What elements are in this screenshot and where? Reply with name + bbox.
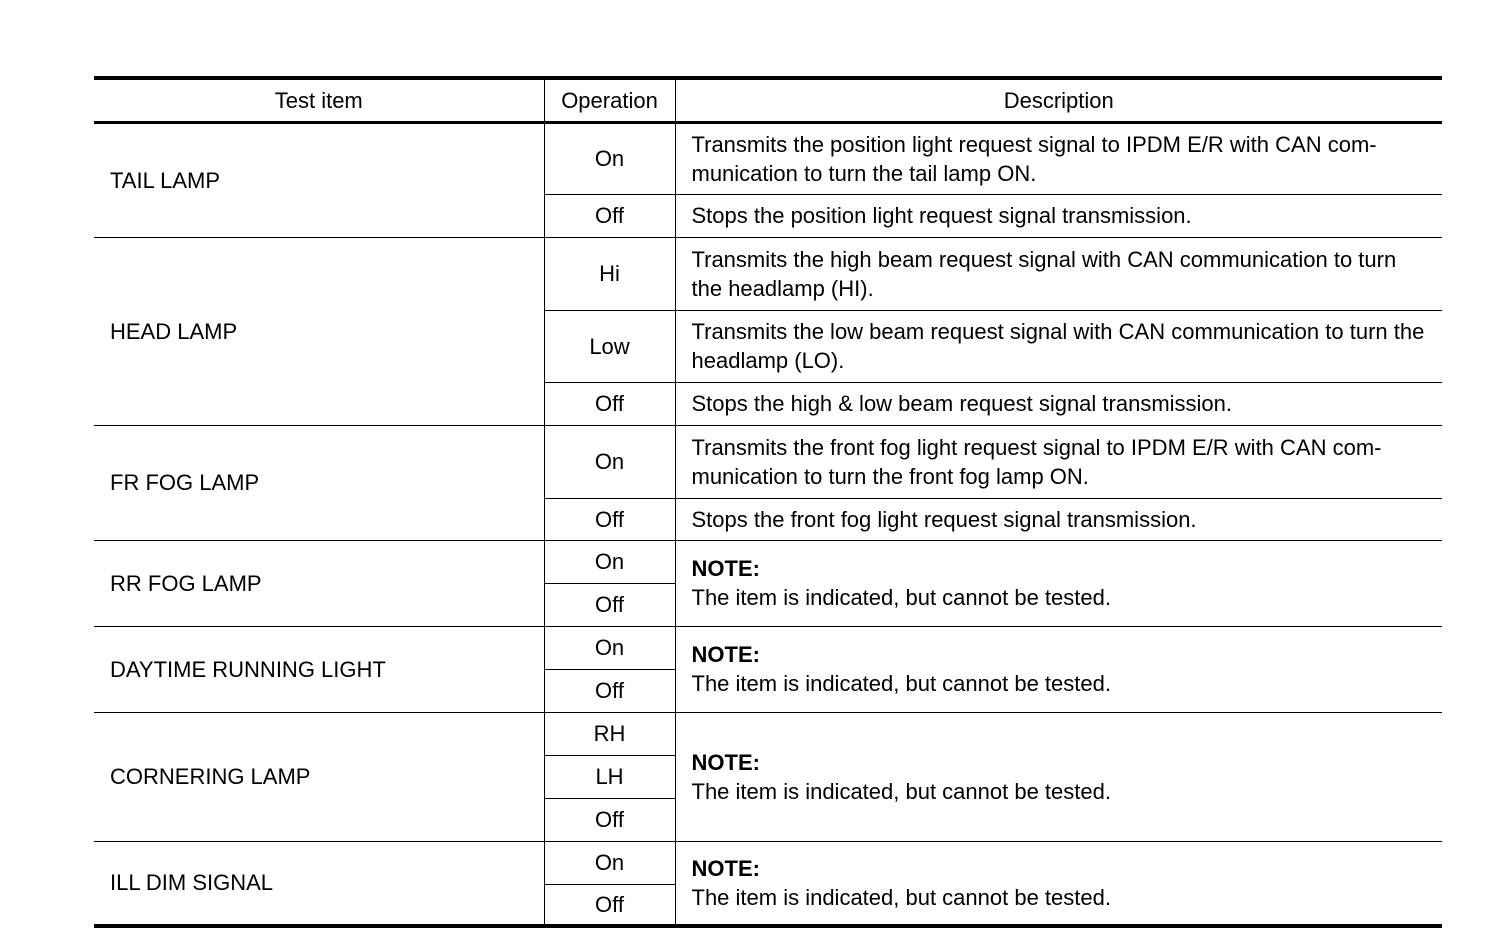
description-cell: Transmits the front fog light request signal to IPDM E/R with CAN com-munication to turn the front fog lamp ON.	[675, 425, 1442, 498]
note-text: The item is indicated, but cannot be tested.	[691, 585, 1111, 610]
test-item-ill-dim-signal: ILL DIM SIGNAL	[94, 841, 544, 926]
operation-cell: Off	[544, 798, 675, 841]
note-label: NOTE:	[691, 642, 760, 667]
table-row	[94, 841, 1442, 884]
note-text: The item is indicated, but cannot be tested.	[691, 778, 1111, 804]
operation-cell: Off	[544, 884, 675, 926]
note-label: NOTE:	[691, 749, 760, 775]
table-header-row	[94, 78, 1442, 122]
table-row	[94, 540, 1442, 583]
test-item-cornering-lamp: CORNERING LAMP	[94, 712, 544, 841]
description-cell: Stops the position light request signal transmission.	[675, 194, 1442, 237]
operation-cell: On	[544, 841, 675, 884]
operation-cell: Low	[544, 310, 675, 382]
table-row	[94, 626, 1442, 669]
table-row	[94, 425, 1442, 498]
test-item-rr-fog-lamp: RR FOG LAMP	[94, 540, 544, 626]
operation-cell: On	[544, 626, 675, 669]
operation-cell: Off	[544, 498, 675, 540]
test-item-table-container	[94, 76, 1442, 928]
description-cell: Stops the high & low beam request signal transmission.	[675, 382, 1442, 425]
table-row	[94, 237, 1442, 310]
note-text: The item is indicated, but cannot be tested.	[691, 884, 1111, 910]
table-row	[94, 122, 1442, 194]
operation-cell: On	[544, 540, 675, 583]
description-note-cell	[675, 841, 1442, 926]
operation-cell: LH	[544, 755, 675, 798]
operation-cell: On	[544, 122, 675, 194]
description-cell: Transmits the high beam request signal with CAN communication to turn the headlamp (HI).	[675, 237, 1442, 310]
description-note-cell	[675, 626, 1442, 712]
operation-cell: Off	[544, 583, 675, 626]
note-text: The item is indicated, but cannot be tested.	[691, 671, 1111, 696]
description-note-cell	[675, 712, 1442, 841]
header-description: Description	[675, 78, 1442, 122]
operation-cell: Off	[544, 194, 675, 237]
operation-cell: Hi	[544, 237, 675, 310]
test-item-head-lamp: HEAD LAMP	[94, 237, 544, 425]
operation-cell: RH	[544, 712, 675, 755]
table-row	[94, 712, 1442, 755]
test-item-tail-lamp: TAIL LAMP	[94, 122, 544, 237]
note-label: NOTE:	[691, 855, 760, 881]
header-test-item: Test item	[94, 78, 544, 122]
description-cell: Transmits the low beam request signal with CAN communication to turn the headlamp (LO).	[675, 310, 1442, 382]
note-label: NOTE:	[691, 556, 760, 581]
test-item-fr-fog-lamp: FR FOG LAMP	[94, 425, 544, 540]
test-item-table	[94, 76, 1442, 928]
test-item-daytime-running-light: DAYTIME RUNNING LIGHT	[94, 626, 544, 712]
description-note-cell	[675, 540, 1442, 626]
operation-cell: On	[544, 425, 675, 498]
operation-cell: Off	[544, 669, 675, 712]
operation-cell: Off	[544, 382, 675, 425]
header-operation: Operation	[544, 78, 675, 122]
description-cell: Stops the front fog light request signal transmission.	[675, 498, 1442, 540]
description-cell: Transmits the position light request signal to IPDM E/R with CAN com-munication to turn the tail lamp ON.	[675, 122, 1442, 194]
